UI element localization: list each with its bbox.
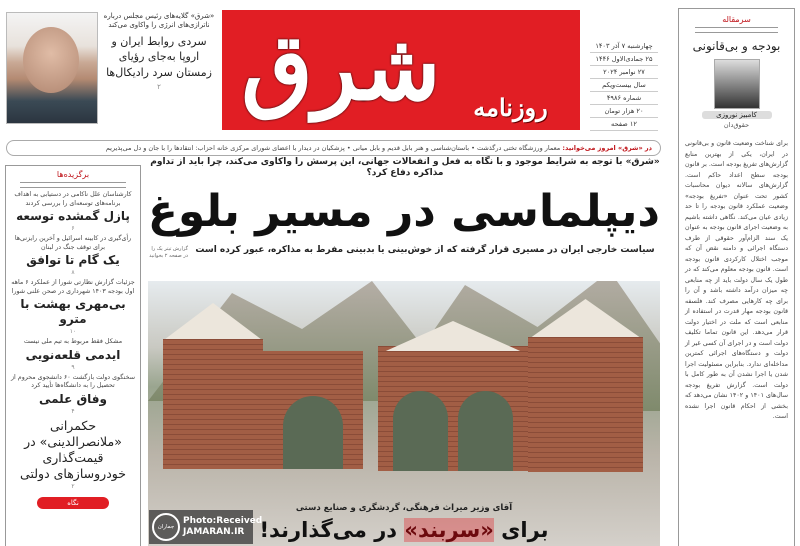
issue-info bbox=[590, 40, 658, 131]
watermark-line2: JAMARAN.IR bbox=[183, 527, 245, 537]
highlight-kicker: جزئیات گزارش نظارتی شورا از عملکرد ۶ ماهه اول بودجه ۱۴۰۳ شهرداری در صحن علنی شورا bbox=[11, 279, 135, 295]
gate-tower bbox=[528, 337, 643, 472]
highlight-item[interactable] bbox=[10, 235, 136, 276]
gate-tower bbox=[163, 339, 263, 469]
lead-photo[interactable] bbox=[148, 281, 660, 546]
main-credit: گزارش تیتر یک را در صفحه ۲ بخوانید bbox=[149, 246, 188, 259]
issue-year: سال بیست‌ویکم bbox=[590, 79, 658, 92]
highlight-title: بی‌مهری بهشت با مترو bbox=[20, 297, 126, 326]
issue-hijri: ۲۵ جمادی‌الاول ۱۴۴۶ bbox=[590, 53, 658, 66]
highlight-kicker: رأی‌گیری در کابینه اسرائیل و آخرین رایزنی‌ها برای توقف جنگ در لبنان bbox=[14, 235, 132, 251]
issue-day: چهارشنبه ۷ آذر ۱۴۰۳ bbox=[590, 40, 658, 53]
strip-lead: در «شرق» امروز می‌خوانید: bbox=[562, 144, 652, 152]
divider bbox=[695, 27, 778, 33]
issue-price: ۲۰ هزار تومان bbox=[590, 105, 658, 118]
issue-pages: ۱۲ صفحه bbox=[590, 118, 658, 131]
highlights-section: برگزیده‌ها bbox=[56, 170, 90, 179]
gate-arch bbox=[458, 391, 513, 471]
view-button[interactable]: نگاه bbox=[37, 497, 109, 509]
highlight-kicker: کارشناسان علل ناکامی در دستیابی به اهداف برنامه‌های توسعه‌ای را بررسی کردند bbox=[14, 191, 132, 207]
highlight-item[interactable] bbox=[10, 418, 136, 490]
highlight-page: ۲ bbox=[71, 482, 75, 490]
highlight-page: ۱۰ bbox=[69, 328, 77, 335]
top-teaser[interactable] bbox=[100, 12, 218, 91]
highlight-page: ۹ bbox=[71, 363, 75, 371]
divider bbox=[20, 182, 126, 188]
highlight-page: ۸ bbox=[71, 269, 75, 276]
issue-gregorian: ۲۷ نوامبر ۲۰۲۴ bbox=[590, 66, 658, 79]
photo-kicker: آقای وزیر میراث فرهنگی، گردشگری و صنایع دستی bbox=[295, 503, 513, 513]
gate-arch bbox=[283, 396, 343, 469]
highlight-title: وفاق علمی bbox=[38, 391, 107, 406]
photo-title-pre: برای bbox=[493, 518, 549, 542]
highlight-item[interactable] bbox=[10, 191, 136, 232]
highlight-kicker: سخنگوی دولت بازگشت ۶۰ دانشجوی محروم از تحصیل را به دانشگاه‌ها تأیید کرد bbox=[11, 373, 135, 389]
photo-watermark bbox=[149, 510, 263, 544]
logo-mark: شرق bbox=[241, 13, 441, 121]
speaker-portrait bbox=[6, 12, 98, 124]
author-role: حقوق‌دان bbox=[723, 121, 750, 129]
teaser-title: سردی روابط ایران و اروپا به‌جای رؤیای زمستان سرد رادیکال‌ها bbox=[106, 34, 212, 79]
highlight-title: حکمرانی «ملانصرالدینی» در قیمت‌گذاری خودروسازهای دولتی bbox=[20, 417, 126, 481]
issue-number: شماره ۴۹۸۶ bbox=[590, 92, 658, 105]
main-subhead: «شرق» با توجه به شرایط موجود و با نگاه به فعل و انفعالات جهانی، این پرسش را واکاوی می‌کند، چرا باید از تداوم مذاکره دفاع کرد؟ bbox=[150, 157, 660, 178]
inside-today-strip bbox=[6, 140, 661, 156]
editorial-column bbox=[678, 8, 795, 546]
photo-title-post: در می‌گذارند! bbox=[259, 518, 405, 542]
main-deck: سیاست خارجی ایران در مسیری قرار گرفته که از خوش‌بینی یا بدبینی مفرط به مذاکره، عبور کرده است bbox=[195, 245, 655, 255]
gate-arch bbox=[393, 391, 448, 471]
watermark-line1: Photo:Received bbox=[183, 516, 263, 526]
editorial-title[interactable]: بودجه و بی‌قانونی bbox=[692, 39, 781, 53]
editorial-section: سرمقاله bbox=[722, 15, 751, 24]
highlight-item[interactable] bbox=[10, 279, 136, 335]
highlight-page: ۴ bbox=[71, 407, 75, 415]
author-name: کامبیز نوروزی bbox=[702, 111, 772, 119]
editorial-body: برای شناخت وضعیت قانون و بی‌قانونی در ایران، یکی از بهترین منابع گزارش‌های تفریغ بودجه است. بر قانون بودجه سطح اعداد حاکم است. گزارش‌های سالانه دیوان محاسبات کشور تحت عنوان «تفریغ بودجه» وضعیت عملکرد قانون بودجه را تا حد زیادی عیان می‌کند. نگاهی داشته باشیم به وضعیت اجرای قانون بودجه به عنوان یک سند الزام‌آور حقوقی از طرف دستگاه اجرائی و دامنه نقض آن که موجب اختلال کارکردی قانون بودجه است. قانون بودجه معلوم می‌کند که در طول یک سال دولت باید از چه منابعی چه میزان درآمد داشته باشد و آن را برای چه کارهایی مصرف کند. فلسفه قانون بودجه مهار قدرت در استفاده از منابعی است که ملت در اختیار دولت قرار می‌دهد. این قانون تماما تکلیف دولت است و در اجرای آن کسی غیر از دولت و دستگاه‌های اجرائی کمترین مداخله‌ای ندارد. بنابراین مسئولیت اجرا شدن یا اجرا نشدن آن به طور کامل با دولت است. گزارش تفریغ بودجه سال‌های ۱۴۰۱ و ۱۴۰۲ نشان می‌دهد که بخشی از احکام قانون اجرا نشده است. bbox=[685, 140, 788, 420]
highlights-column bbox=[5, 165, 141, 546]
jamaran-logo: جماران bbox=[152, 513, 180, 541]
author-photo bbox=[714, 59, 760, 109]
highlight-item[interactable] bbox=[10, 338, 136, 371]
main-headline[interactable]: دیپلماسی در مسیر بلوغ bbox=[147, 186, 660, 237]
highlight-title: پازل گمشده توسعه bbox=[16, 209, 130, 223]
teaser-page: ۲ bbox=[157, 83, 161, 92]
masthead-logo bbox=[222, 10, 580, 130]
strip-text: معمار ورزشگاه تختی درگذشت • باستان‌شناسی و هنر بابل قدیم و بابل میانی • پزشکیان در دیدار با اعضای شورای مرکزی خانه احزاب: انتقادها را با جان و دل می‌پذیریم bbox=[105, 144, 561, 152]
highlight-page: ۶ bbox=[71, 225, 75, 232]
highlight-title: ایدمی قلعه‌نویی bbox=[25, 347, 121, 362]
highlight-kicker: مشکل فقط مربوط به تیم ملی نیست bbox=[23, 338, 123, 345]
teaser-kicker: «شرق» گلایه‌های رئیس مجلس درباره ناترازی‌های انرژی را واکاوی می‌کند bbox=[103, 12, 215, 30]
highlight-item[interactable] bbox=[10, 374, 136, 415]
logo-sub: روزنامه bbox=[473, 93, 548, 122]
photo-title-highlight: «سربند» bbox=[404, 518, 494, 542]
highlight-title: یک گام تا توافق bbox=[26, 253, 120, 267]
